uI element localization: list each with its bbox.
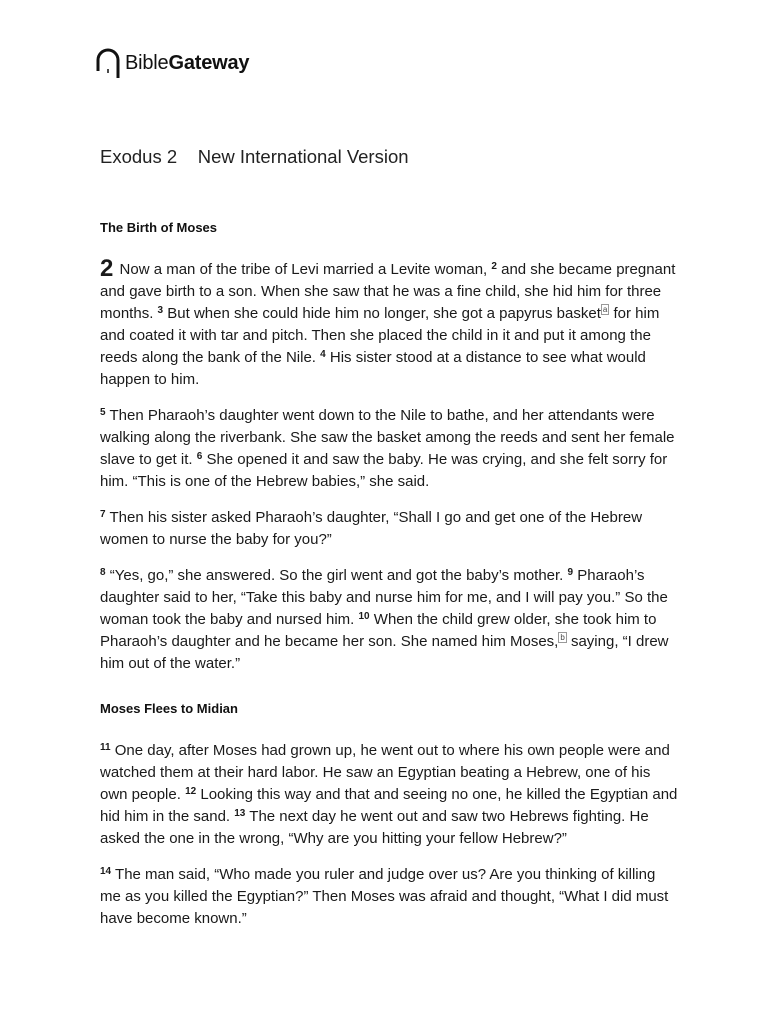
verse-text: “Yes, go,” she answered. So the girl went and got the baby’s mother. <box>109 567 568 584</box>
verse-text: for him and coated it with tar and pitch. Then she placed the child in it and put it among the reeds along the bank of the Nile. <box>100 305 660 366</box>
verse-number: 3 <box>157 305 164 316</box>
verse-paragraph <box>100 255 680 391</box>
footnote-link[interactable]: b <box>560 633 565 642</box>
verse-number: 8 <box>100 567 106 578</box>
verse-text: Pharaoh’s daughter said to her, “Take this baby and nurse him for me, and I will pay you.” So the woman took the baby and nursed him. <box>100 567 668 628</box>
verse-text: Looking this way and that and seeing no one, he killed the Egyptian and hid him in the sand. <box>100 786 678 825</box>
verse-text: She opened it and saw the baby. He was crying, and she felt sorry for him. “This is one of the Hebrew babies,” she said. <box>100 451 668 490</box>
verse-paragraph <box>100 864 680 930</box>
verse-text: But when she could hide him no longer, she got a papyrus basket <box>167 305 601 322</box>
translation-name: New International Version <box>197 146 409 167</box>
verse-text: and she became pregnant and gave birth to a son. When she saw that he was a fine child, she hid him for three months. <box>100 261 676 322</box>
logo-wordmark <box>125 53 249 73</box>
verse-paragraph <box>100 740 680 850</box>
verse-text: Then his sister asked Pharaoh’s daughter, “Shall I go and get one of the Hebrew women to nurse the baby for you?” <box>100 509 643 548</box>
passage-content <box>100 220 680 930</box>
verse-number: 14 <box>100 866 112 877</box>
verse-number: 5 <box>100 407 106 418</box>
footnote-link[interactable]: a <box>602 305 608 314</box>
logo-prefix: Bible <box>125 52 169 74</box>
verse-number: 13 <box>234 808 246 819</box>
verse-text: The man said, “Who made you ruler and judge over us? Are you thinking of killing me as you killed the Egyptian?” Then Moses was afraid and thought, “What I did must have become known.” <box>100 866 669 927</box>
verse-number: 7 <box>100 509 106 520</box>
verse-text: His sister stood at a distance to see what would happen to him. <box>100 349 646 388</box>
chapter-number: 2 <box>100 255 114 282</box>
verse-number: 4 <box>320 349 326 360</box>
biblegateway-logo[interactable] <box>95 47 249 79</box>
verse-paragraph <box>100 405 680 493</box>
verse-text: One day, after Moses had grown up, he went out to where his own people were and watched them at their hard labor. He saw an Egyptian beating a Hebrew, one of his own people. <box>100 742 670 803</box>
verse-number: 9 <box>567 567 574 578</box>
passage-reference: Exodus 2 <box>100 146 178 167</box>
verse-number: 12 <box>185 786 197 797</box>
verse-text: Then Pharaoh’s daughter went down to the Nile to bathe, and her attendants were walking along the riverbank. She saw the basket among the reeds and sent her female slave to get it. <box>100 407 675 468</box>
verse-number: 2 <box>491 261 497 272</box>
logo-suffix: Gateway <box>168 52 250 74</box>
logo-arch-icon <box>95 47 121 79</box>
page-title <box>100 146 409 168</box>
verse-number: 11 <box>100 742 111 753</box>
verse-text: saying, “I drew him out of the water.” <box>100 633 669 672</box>
section-heading: The Birth of Moses <box>100 220 218 235</box>
verse-paragraph <box>100 565 680 675</box>
verse-text: Now a man of the tribe of Levi married a Levite woman, <box>119 261 492 278</box>
verse-paragraph <box>100 507 680 551</box>
verse-text: When the child grew older, she took him to Pharaoh’s daughter and he became her son. She named him Moses, <box>100 611 657 650</box>
verse-number: 10 <box>358 611 370 622</box>
verse-number: 6 <box>196 451 203 462</box>
verse-text: The next day he went out and saw two Hebrews fighting. He asked the one in the wrong, “Why are you hitting your fellow Hebrew?” <box>100 808 649 847</box>
section-heading: Moses Flees to Midian <box>100 701 238 716</box>
